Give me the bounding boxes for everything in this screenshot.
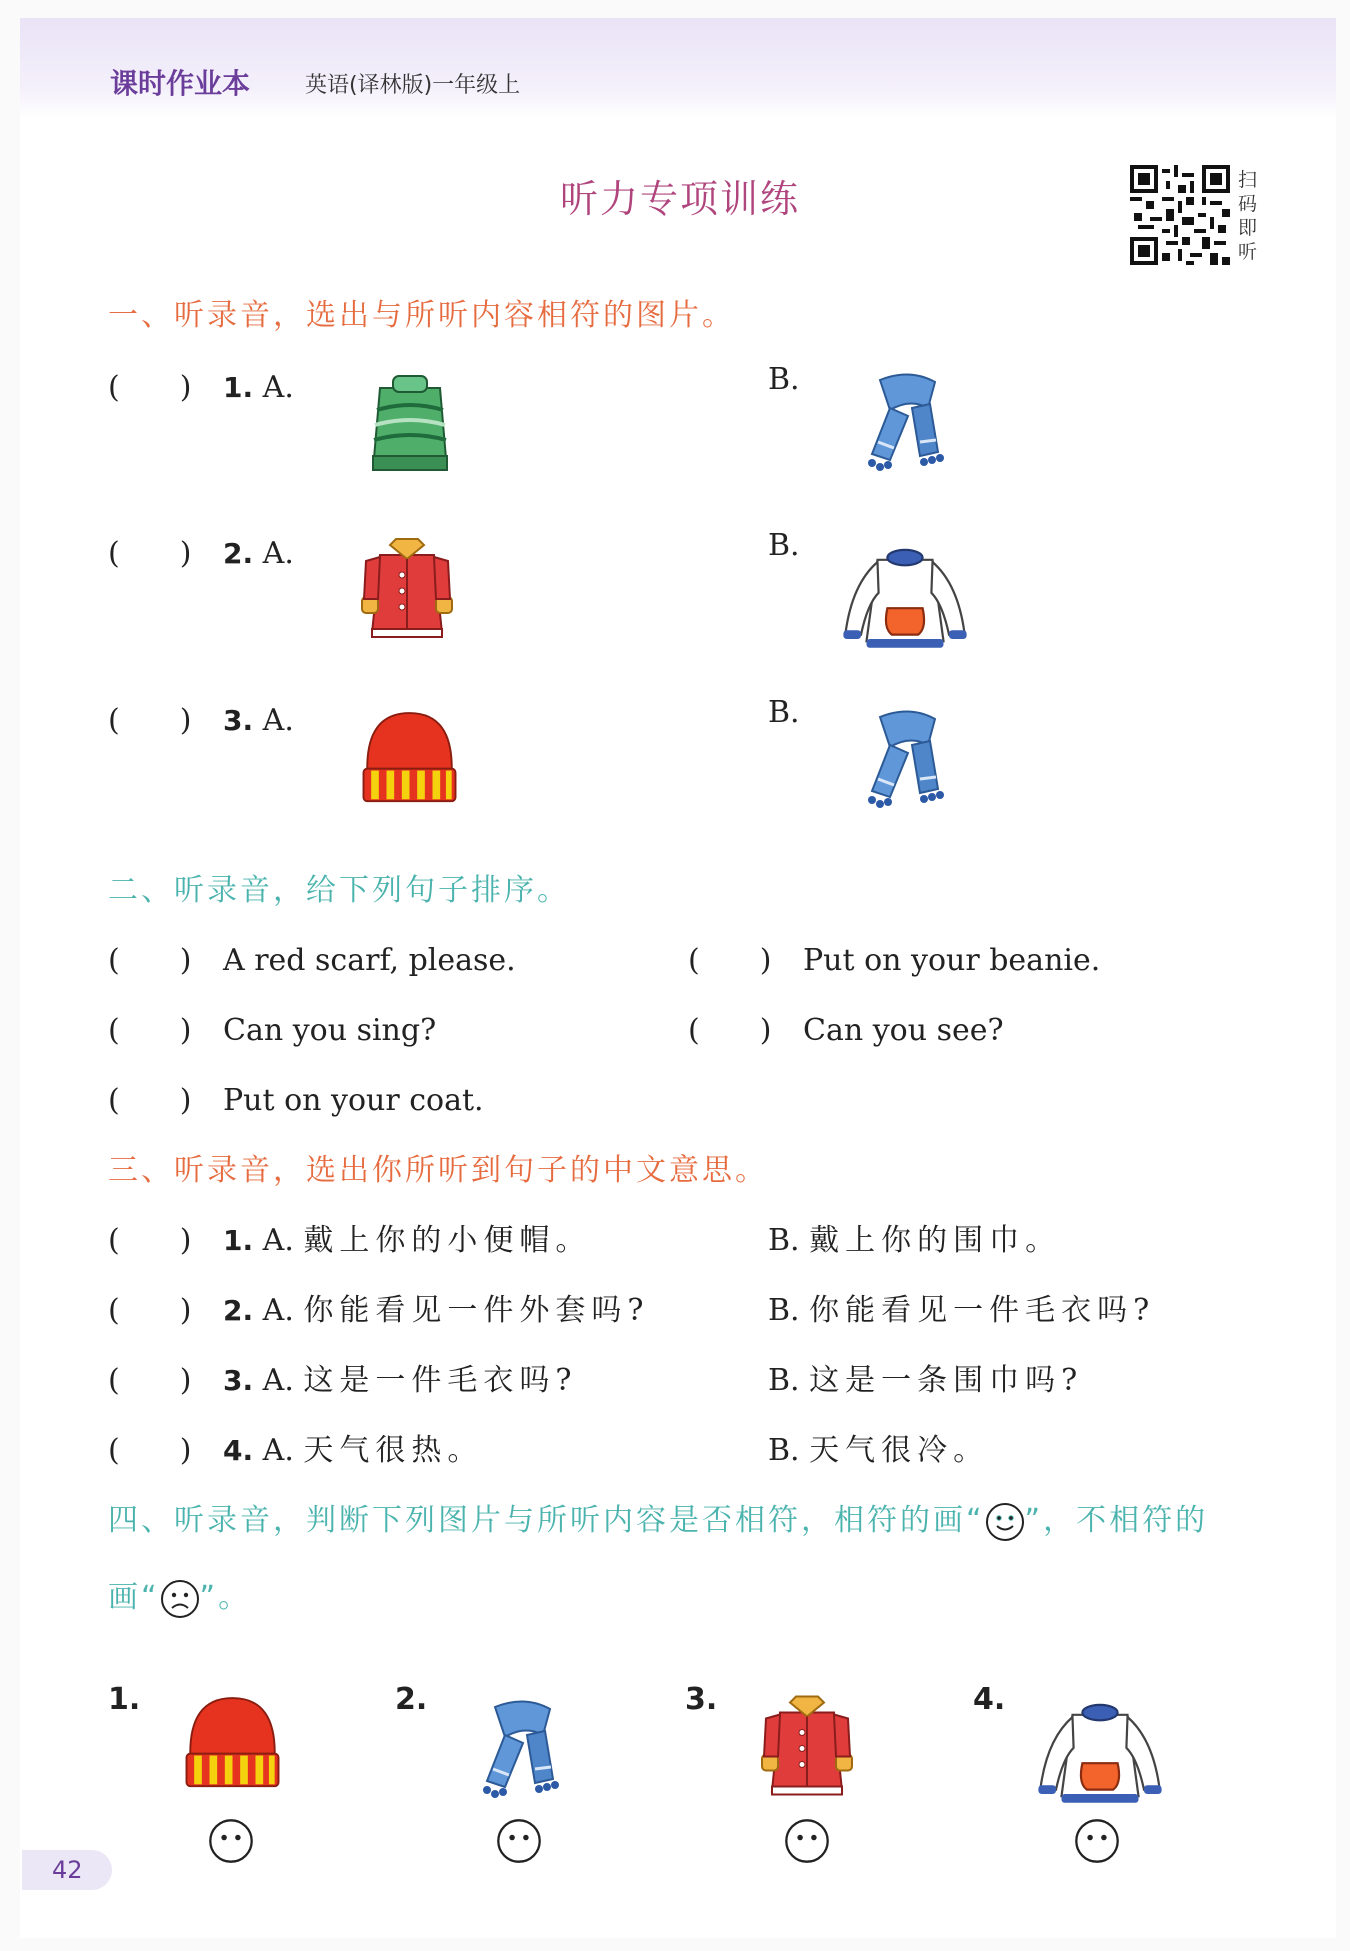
red-beanie-icon[interactable] <box>175 1690 290 1800</box>
s2-sentence-3 <box>108 1005 436 1049</box>
s3-item-1 <box>108 1215 591 1259</box>
s3-item-3 <box>108 1355 578 1399</box>
section4-heading-text: 四、听录音，判断下列图片与所听内容是否相符，相符的画“ <box>108 1503 985 1538</box>
green-sweater-icon[interactable] <box>355 370 465 480</box>
s3-item-2-b <box>768 1285 1155 1329</box>
blue-scarf-icon[interactable] <box>850 368 960 478</box>
option-a-label: A. <box>262 1433 294 1468</box>
answer-face-icon[interactable] <box>496 1818 542 1864</box>
answer-blank[interactable]: ( ) <box>108 943 192 978</box>
section4-heading-text: ”。 <box>199 1580 252 1615</box>
section1-heading: 一、听录音，选出与所听内容相符的图片。 <box>108 298 735 333</box>
answer-blank[interactable]: ( ) <box>108 1013 192 1048</box>
option-b-text: 戴上你的围巾。 <box>809 1223 1062 1258</box>
option-a-label: A. <box>262 370 294 405</box>
section4-heading-line2 <box>108 1572 251 1619</box>
book-title: 课时作业本 <box>110 67 251 100</box>
s4-item-3-number: 3. <box>685 1682 718 1717</box>
frown-face-icon <box>160 1579 200 1619</box>
item-number: 1. <box>223 1224 254 1257</box>
page-number: 42 <box>22 1850 112 1890</box>
answer-blank[interactable]: ( ) <box>108 1293 192 1328</box>
item-number: 3. <box>223 704 254 737</box>
sentence-text: Put on your beanie. <box>803 943 1101 978</box>
option-a-text: 天气很热。 <box>303 1433 484 1468</box>
s2-sentence-1 <box>108 935 516 979</box>
section4-heading-text: ”，不相符的 <box>1024 1503 1209 1538</box>
option-a-label: A. <box>262 1363 294 1398</box>
answer-blank[interactable]: ( ) <box>688 1013 772 1048</box>
smile-face-icon <box>985 1502 1025 1542</box>
option-a-text: 你能看见一件外套吗? <box>303 1293 650 1328</box>
answer-face-icon[interactable] <box>784 1818 830 1864</box>
s3-item-2 <box>108 1285 650 1329</box>
item-number: 1. <box>223 371 254 404</box>
s2-sentence-5 <box>108 1075 484 1119</box>
answer-blank[interactable]: ( ) <box>108 703 192 738</box>
section4-heading-text: 画“ <box>108 1580 160 1615</box>
s3-item-1-b <box>768 1215 1061 1259</box>
sentence-text: Put on your coat. <box>223 1083 484 1118</box>
scan-to-listen-label: 扫码即听 <box>1238 169 1258 263</box>
answer-blank[interactable]: ( ) <box>108 1083 192 1118</box>
s4-item-1-number: 1. <box>108 1682 141 1717</box>
s3-item-4-b <box>768 1425 989 1469</box>
s4-item-4-number: 4. <box>973 1682 1006 1717</box>
item-number: 3. <box>223 1364 254 1397</box>
section2-heading: 二、听录音，给下列句子排序。 <box>108 873 570 908</box>
answer-blank[interactable]: ( ) <box>108 1223 192 1258</box>
option-b-text: 你能看见一件毛衣吗? <box>809 1293 1156 1328</box>
answer-blank[interactable]: ( ) <box>688 943 772 978</box>
option-a-label: A. <box>262 1223 294 1258</box>
answer-blank[interactable]: ( ) <box>108 370 192 405</box>
answer-blank[interactable]: ( ) <box>108 536 192 571</box>
option-b-label: B. <box>768 1363 800 1398</box>
s4-item-2-number: 2. <box>395 1682 428 1717</box>
item-number: 2. <box>223 537 254 570</box>
answer-blank[interactable]: ( ) <box>108 1363 192 1398</box>
s1-item-1-b: B. <box>768 362 800 397</box>
option-b-label: B. <box>768 1433 800 1468</box>
s2-sentence-2 <box>688 935 1100 979</box>
red-coat-icon[interactable] <box>352 535 462 645</box>
section4-heading <box>108 1495 1208 1542</box>
sentence-text: A red scarf, please. <box>223 943 516 978</box>
answer-blank[interactable]: ( ) <box>108 1433 192 1468</box>
option-a-label: A. <box>262 1293 294 1328</box>
option-a-text: 这是一件毛衣吗? <box>303 1363 578 1398</box>
s1-item-3-b: B. <box>768 695 800 730</box>
book-subtitle: 英语(译林版)一年级上 <box>305 73 521 98</box>
answer-face-icon[interactable] <box>208 1818 254 1864</box>
sentence-text: Can you see? <box>803 1013 1004 1048</box>
item-number: 4. <box>223 1434 254 1467</box>
s2-sentence-4 <box>688 1005 1004 1049</box>
s1-item-2 <box>108 528 294 572</box>
option-a-text: 戴上你的小便帽。 <box>303 1223 592 1258</box>
answer-face-icon[interactable] <box>1074 1818 1120 1864</box>
qr-code-icon[interactable] <box>1130 165 1230 265</box>
white-sweater-icon[interactable] <box>825 540 985 650</box>
white-sweater-icon[interactable] <box>1020 1695 1180 1805</box>
option-a-label: A. <box>262 703 294 738</box>
page-title: 听力专项训练 <box>560 177 801 221</box>
blue-scarf-icon[interactable] <box>850 700 960 820</box>
s1-item-2-b: B. <box>768 528 800 563</box>
section3-heading: 三、听录音，选出你所听到句子的中文意思。 <box>108 1153 768 1188</box>
sentence-text: Can you sing? <box>223 1013 437 1048</box>
option-b-label: B. <box>768 1293 800 1328</box>
item-number: 2. <box>223 1294 254 1327</box>
s3-item-3-b <box>768 1355 1083 1399</box>
option-b-text: 天气很冷。 <box>809 1433 990 1468</box>
option-b-label: B. <box>768 1223 800 1258</box>
option-a-label: A. <box>262 536 294 571</box>
red-coat-icon[interactable] <box>752 1690 862 1805</box>
option-b-text: 这是一条围巾吗? <box>809 1363 1084 1398</box>
s1-item-3 <box>108 695 294 739</box>
blue-scarf-icon[interactable] <box>465 1690 575 1810</box>
red-beanie-icon[interactable] <box>352 705 467 815</box>
s1-item-1 <box>108 362 294 406</box>
s3-item-4 <box>108 1425 483 1469</box>
